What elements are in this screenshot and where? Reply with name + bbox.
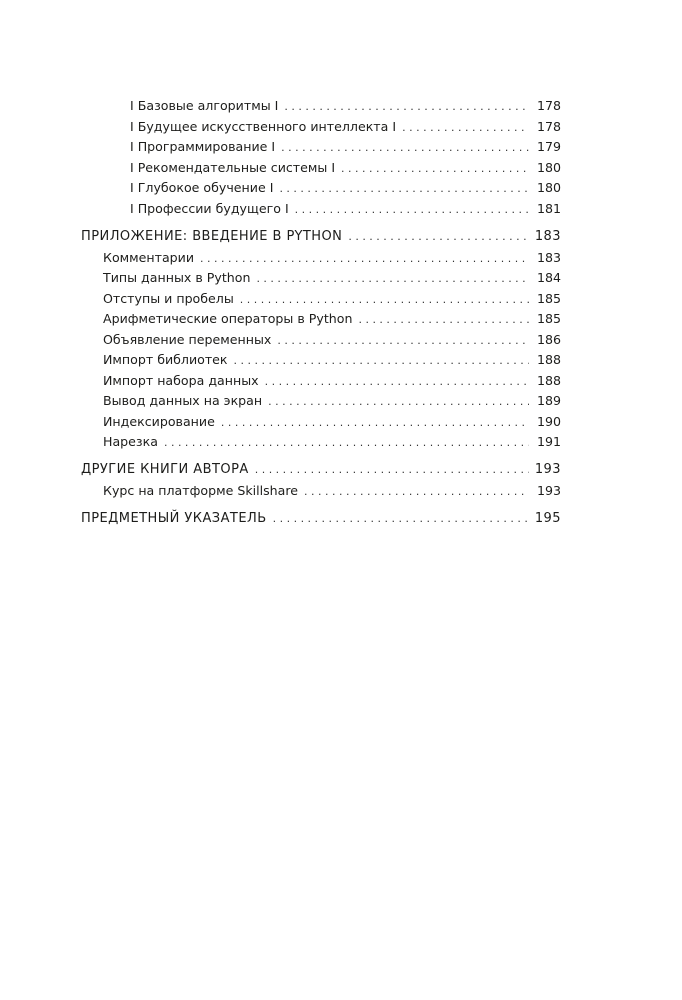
toc-entry-title: Курс на платформе Skillshare xyxy=(103,483,299,498)
toc-entry xyxy=(0,160,682,175)
toc-chapter-page: 183 xyxy=(534,229,561,244)
toc-entry-page: 178 xyxy=(536,98,561,113)
toc-chapter xyxy=(0,229,682,244)
toc-chapter-title: ПРЕДМЕТНЫЙ УКАЗАТЕЛЬ xyxy=(81,511,267,526)
dot-leader xyxy=(255,463,529,476)
toc-entry-title: Индексирование xyxy=(103,414,215,429)
dot-leader xyxy=(348,230,529,243)
toc-entry-title: Отступы и пробелы xyxy=(103,291,234,306)
toc-entry xyxy=(0,373,682,388)
toc-entry xyxy=(0,139,682,154)
toc-chapter-page: 195 xyxy=(534,511,561,526)
toc-entry-title: I Рекомендательные системы I xyxy=(130,160,336,175)
toc-entry-title: Нарезка xyxy=(103,434,158,449)
toc-entry xyxy=(0,352,682,367)
dot-leader xyxy=(281,141,529,154)
toc-entry-page: 181 xyxy=(536,201,561,216)
toc-entry-title: I Программирование I xyxy=(130,139,276,154)
toc-entry-title: Арифметические операторы в Python xyxy=(103,311,353,326)
dot-leader xyxy=(304,485,529,498)
toc-entry-page: 180 xyxy=(536,160,561,175)
toc-entry-title: I Глубокое обучение I xyxy=(130,180,274,195)
toc-entry xyxy=(0,434,682,449)
toc-chapter xyxy=(0,462,682,477)
toc-entry-page: 185 xyxy=(536,311,561,326)
toc-entry-page: 179 xyxy=(536,139,561,154)
toc-chapter-title: ПРИЛОЖЕНИЕ: ВВЕДЕНИЕ В PYTHON xyxy=(81,229,343,244)
toc-entry-title: I Базовые алгоритмы I xyxy=(130,98,279,113)
dot-leader xyxy=(341,162,529,175)
dot-leader xyxy=(256,272,529,285)
toc-entry-page: 183 xyxy=(536,250,561,265)
toc-entry-title: Импорт библиотек xyxy=(103,352,228,367)
toc-entry xyxy=(0,250,682,265)
toc-entry-page: 185 xyxy=(536,291,561,306)
toc-entry-title: Комментарии xyxy=(103,250,195,265)
dot-leader xyxy=(200,252,529,265)
dot-leader xyxy=(234,354,529,367)
toc-entry xyxy=(0,270,682,285)
toc-entry-page: 180 xyxy=(536,180,561,195)
toc-entry-title: I Профессии будущего I xyxy=(130,201,289,216)
toc-entry-page: 188 xyxy=(536,373,561,388)
dot-leader xyxy=(268,395,529,408)
toc-entry-page: 191 xyxy=(536,434,561,449)
dot-leader xyxy=(402,121,529,134)
toc-entry-page: 193 xyxy=(536,483,561,498)
dot-leader xyxy=(284,100,529,113)
toc-entry xyxy=(0,119,682,134)
toc-entry-page: 186 xyxy=(536,332,561,347)
dot-leader xyxy=(265,375,529,388)
toc-entry-page: 190 xyxy=(536,414,561,429)
toc-entry xyxy=(0,414,682,429)
toc-entry-page: 188 xyxy=(536,352,561,367)
toc-chapter-title: ДРУГИЕ КНИГИ АВТОРА xyxy=(81,462,249,477)
toc-entry xyxy=(0,483,682,498)
toc-entry-title: Объявление переменных xyxy=(103,332,272,347)
toc-entry-title: Вывод данных на экран xyxy=(103,393,263,408)
toc-entry xyxy=(0,180,682,195)
toc-entry xyxy=(0,311,682,326)
toc-entry xyxy=(0,98,682,113)
toc-chapter xyxy=(0,511,682,526)
toc-chapter-page: 193 xyxy=(534,462,561,477)
toc-entry-title: Типы данных в Python xyxy=(103,270,251,285)
toc-entry xyxy=(0,393,682,408)
toc-entry-page: 184 xyxy=(536,270,561,285)
toc-entry-title: Импорт набора данных xyxy=(103,373,259,388)
toc-entry xyxy=(0,291,682,306)
dot-leader xyxy=(221,416,529,429)
toc-entry-page: 189 xyxy=(536,393,561,408)
toc-entry-title: I Будущее искусственного интеллекта I xyxy=(130,119,397,134)
dot-leader xyxy=(164,436,529,449)
dot-leader xyxy=(273,512,529,525)
toc-entry-page: 178 xyxy=(536,119,561,134)
dot-leader xyxy=(240,293,529,306)
dot-leader xyxy=(295,203,529,216)
dot-leader xyxy=(358,313,529,326)
dot-leader xyxy=(277,334,529,347)
toc-entry xyxy=(0,332,682,347)
dot-leader xyxy=(279,182,529,195)
toc-entry xyxy=(0,201,682,216)
